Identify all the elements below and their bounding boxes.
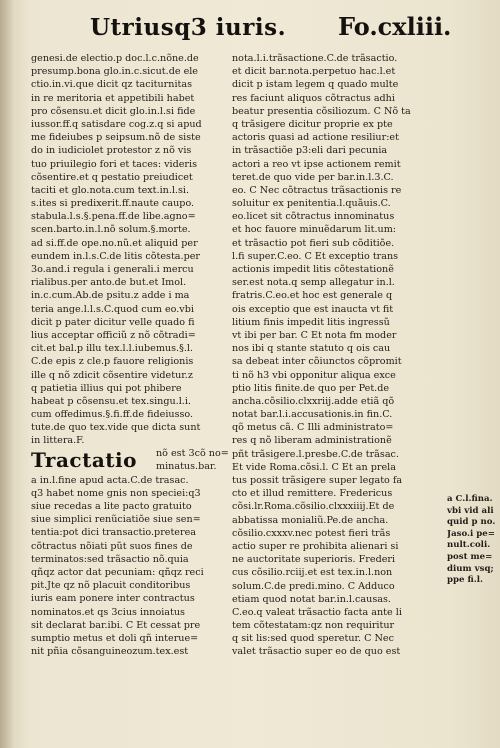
- text-line: q trãsigere dicitur proprie ex pte: [232, 118, 393, 130]
- text-line: ad si.ff.de ope.no.nũ.et aliquid per: [31, 237, 198, 249]
- text-line: ancha.cõsilio.clxxriij.adde etiã qõ: [232, 395, 395, 407]
- text-line: ser.est nota.q semp allegatur in.l.: [232, 277, 395, 289]
- text-line: tus possit trãsigere super legato fa: [232, 475, 403, 486]
- text-line: res faciunt aliquos cõtractus adhi: [232, 92, 395, 104]
- text-line: notat bar.l.i.accusationis.in fin.C.: [232, 409, 393, 421]
- text-line: abbatissa monialiũ.Pe.de ancha.: [232, 514, 389, 526]
- text-line: et trãsactio pot fieri sub cõditiõe.: [232, 237, 395, 249]
- text-line: tute.de quo tex.vide que dicta sunt: [31, 422, 201, 434]
- text-line: Et vide Roma.cõsi.l. C Et an prela: [232, 461, 396, 473]
- text-line: s.ites si predixerit.ff.naute caupo.: [31, 198, 195, 210]
- text-line: actionis impedit litis cõtestationẽ: [232, 264, 394, 275]
- running-title: Utriusq3 iuris.: [90, 14, 287, 41]
- text-line: 3o.and.i regula i generali.i mercu: [31, 264, 194, 275]
- text-line: tuo priuilegio fori et taces: videris: [31, 158, 198, 170]
- text-line: taciti et glo.nota.cum text.in.l.si.: [31, 184, 190, 196]
- text-line: cõsentire.et q pestatio preiudicet: [31, 171, 193, 183]
- text-line: quid p no.: [447, 517, 496, 528]
- text-line: terminatos:sed trãsactio nõ.quia: [31, 553, 189, 565]
- text-line: pñt trãsigere.l.presbe.C.de trãsac.: [232, 448, 399, 460]
- text-line: C.eo.q valeat trãsactio facta ante li: [232, 606, 402, 618]
- text-line: cõsilio.cxxxv.nec potest fieri trãs: [232, 527, 391, 539]
- text-line: cõsi.lr.Roma.cõsilio.clxxxiiij.Et de: [232, 501, 395, 513]
- text-line: teria ange.l.l.s.C.quod cum eo.vbi: [31, 303, 194, 315]
- text-line: rialibus.per anto.de but.et Imol.: [31, 277, 187, 289]
- text-line: ne auctoritate superioris. Frederi: [232, 554, 396, 566]
- text-line: lius acceptar officiũ z nõ cõtradi=: [31, 329, 196, 341]
- right-column: [232, 52, 434, 659]
- text-line: teret.de quo vide per bar.in.l.3.C.: [232, 171, 394, 183]
- page-header: [0, 12, 500, 48]
- text-line: dium vsq;: [447, 563, 494, 574]
- text-line: vbi vid ali: [447, 505, 494, 516]
- text-line: ptio litis finite.de quo per Pet.de: [232, 382, 390, 394]
- text-line: iussor.ff.q satisdare cog.z.q si apud: [31, 118, 202, 130]
- text-line: q sit lis:sed quod speretur. C Nec: [232, 633, 394, 645]
- text-line: eo. C Nec cõtractus trãsactionis re: [232, 184, 402, 196]
- text-line: et dicit bar.nota.perpetuo hac.l.et: [232, 66, 396, 78]
- text-line: res q nõ liberam administrationẽ: [232, 435, 392, 447]
- gutter-shadow: [0, 0, 14, 748]
- text-line: post me=: [447, 551, 493, 562]
- text-line: valet trãsactio super eo de quo est: [232, 646, 401, 658]
- text-line: sa debeat inter cõiunctos cõpromit: [232, 356, 402, 368]
- text-line: pit.Jte qz nõ placuit conditoribus: [31, 580, 191, 592]
- text-line: nult.coli.: [447, 540, 491, 551]
- text-line: a in.l.fine apud acta.C.de trasac.: [31, 474, 189, 486]
- text-line: fratris.C.eo.et hoc est generale q: [232, 290, 393, 302]
- text-line: cit.et bal.p illu tex.l.l.iubemus.§.l.: [31, 343, 194, 355]
- text-line: scen.barto.in.l.nõ solum.§.morte.: [31, 224, 191, 236]
- text-line: solum.C.de predi.mino. C Adduco: [232, 580, 395, 592]
- text-line: habeat p cõsensu.et tex.singu.l.i.: [31, 395, 191, 407]
- text-line: iuris eam ponere inter contractus: [31, 593, 195, 605]
- text-line: ppe fi.l.: [447, 575, 483, 586]
- text-line: ti nõ h3 vbi opponitur aliqua exce: [232, 369, 396, 381]
- text-line: beatur presentia cõsiliozum. C Nõ ta: [232, 105, 411, 117]
- text-line: nit pñia cõsanguineozum.tex.est: [31, 646, 189, 658]
- text-line: nõ est 3cõ no=: [156, 447, 229, 459]
- text-line: et hoc fauore minuẽdarum lit.um:: [232, 224, 397, 236]
- text-line: soluitur ex penitentia.l.quãuis.C.: [232, 198, 391, 210]
- text-line: do in iudiciolet protestor z nõ vis: [31, 145, 192, 157]
- text-line: tentia:pot dici transactio.preterea: [31, 527, 196, 539]
- text-line: cum offedimus.§.fi.ff.de fideiusso.: [31, 409, 194, 421]
- left-column-text-top: [31, 52, 233, 448]
- text-line: nota.l.i.trãsactione.C.de trãsactio.: [232, 53, 398, 64]
- text-line: C.de epis z cle.p fauore religionis: [31, 356, 194, 368]
- text-line: a C.l.fina.: [447, 494, 493, 504]
- right-column-text: [232, 52, 434, 659]
- folio-number: Fo.cxliii.: [338, 12, 452, 41]
- text-line: ille q nõ zdicit cõsentire videtur.z: [31, 369, 193, 381]
- section-heading-side-text: [156, 448, 241, 474]
- text-line: in.c.cum.Ab.de psitu.z adde i ma: [31, 290, 190, 302]
- left-column: [31, 52, 233, 658]
- text-line: me fideiubes p seipsum.nõ de siste: [31, 132, 201, 144]
- text-line: in re meritoria et appetibili habet: [31, 92, 195, 104]
- text-line: dicit p pater dicitur velle quado fi: [31, 316, 195, 328]
- text-line: ctio.in.vi.que dicit qz taciturnitas: [31, 79, 193, 91]
- text-line: actoris quasi ad actione resiliur:et: [232, 132, 399, 144]
- text-line: eo.licet sit cõtractus innominatus: [232, 211, 395, 223]
- text-line: cõtractus nõiati pũt suos fines de: [31, 540, 193, 552]
- text-line: eundem in.l.s.C.de litis cõtesta.per: [31, 250, 200, 262]
- text-line: vt ibi per bar. C Et nota fm moder: [232, 329, 397, 341]
- text-line: presump.bona glo.in.c.sicut.de ele: [31, 66, 198, 78]
- text-line: dicit p istam legem q quado multe: [232, 79, 399, 91]
- text-line: l.fi super.C.eo. C Et exceptio trans: [232, 250, 399, 262]
- marginal-note: [447, 494, 499, 587]
- text-line: sumptio metus et doli qñ interue=: [31, 632, 199, 644]
- text-line: qõ metus cã. C Illi administrato=: [232, 422, 394, 434]
- left-column-text-bottom: [31, 474, 233, 659]
- text-line: ois exceptio que est inaucta vt fit: [232, 303, 394, 315]
- text-line: litium finis impedit litis ingressũ: [232, 316, 390, 328]
- text-line: in trãsactiõe p3:eli dari pecunia: [232, 145, 388, 157]
- text-line: etiam quod notat bar.in.l.causas.: [232, 593, 391, 605]
- section-heading: Tractatio: [31, 447, 137, 472]
- text-line: q patietia illius qui pot phibere: [31, 382, 182, 394]
- text-line: cto et illud remittere. Fredericus: [232, 488, 393, 500]
- text-line: minatus.bar.: [156, 460, 217, 472]
- text-line: stabula.l.s.§.pena.ff.de libe.agno=: [31, 211, 196, 223]
- text-line: actio super re prohibita alienari si: [232, 540, 399, 552]
- text-line: sit declarat bar.ibi. C Et cessat pre: [31, 619, 201, 631]
- text-line: nos ibi q stante statuto q ois cau: [232, 343, 391, 355]
- text-line: tem cõtestatam:qz non requiritur: [232, 620, 395, 632]
- text-line: pro cõsensu.et dicit glo.in.l.si fide: [31, 105, 196, 117]
- text-line: qñqz actor dat pecuniam: qñqz reci: [31, 566, 204, 578]
- section-heading-block: [31, 448, 233, 474]
- text-line: cus cõsilio.rciij.et est tex.in.l.non: [232, 567, 393, 579]
- text-line: in littera.F.: [31, 435, 85, 447]
- text-line: actori a reo vt ipse actionem remit: [232, 158, 401, 170]
- text-line: Jaso.i pe=: [447, 528, 495, 539]
- text-line: nominatos.et qs 3cius innoiatus: [31, 606, 185, 618]
- text-line: genesi.de electio.p doc.l.c.nõne.de: [31, 53, 199, 64]
- text-line: siue recedas a lite pacto gratuito: [31, 501, 192, 512]
- text-line: q3 habet nome gnis non speciei:q3: [31, 487, 201, 499]
- text-line: siue simplici renũciatiõe siue sen=: [31, 514, 201, 526]
